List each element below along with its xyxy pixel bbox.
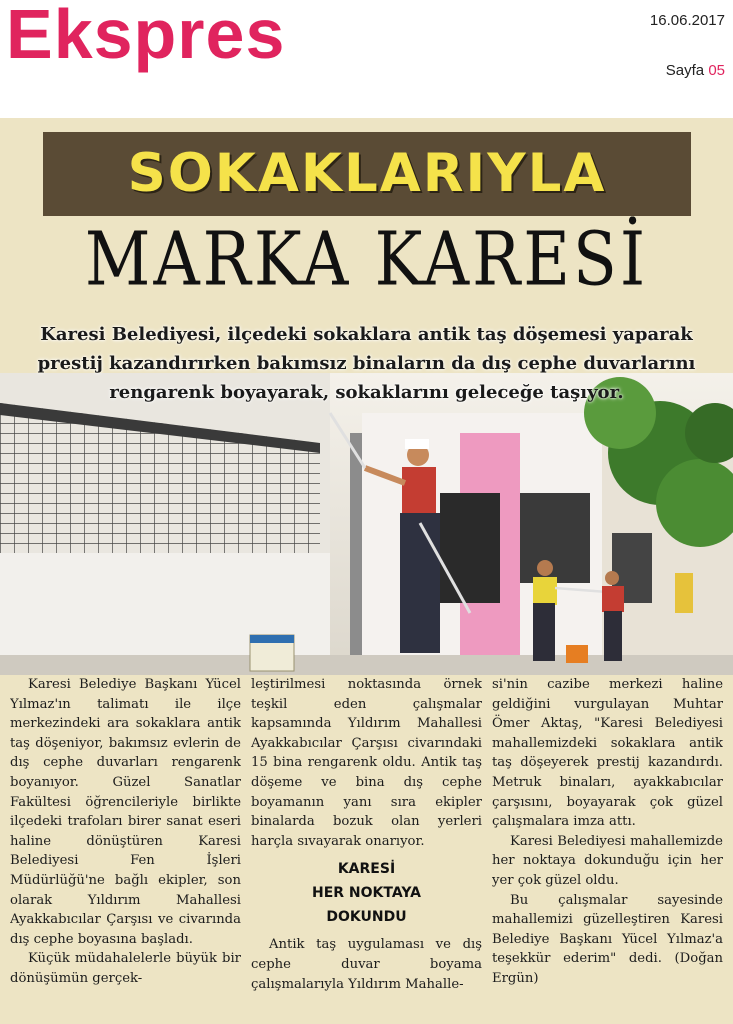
column-1 — [10, 675, 241, 1020]
page-number: 05 — [708, 62, 725, 79]
subheading-line: KARESİ — [337, 861, 396, 878]
kicker-title: SOKAKLARIYLA — [127, 143, 607, 204]
paragraph: Bu çalışmalar sayesinde mahallemizi güzelleştiren Karesi Belediye Başkanı Yücel Yılmaz'a teşekkür ederim" dedi. (Doğan Ergün) — [492, 892, 723, 986]
column-3 — [492, 675, 723, 1020]
paragraph: Karesi Belediye Başkanı Yücel Yılmaz'ın talimatı ile ilçe merkezindeki ara sokaklara antik taş döşeniyor, bakımsız evlerin de dış cephe duvarları rengarenk boyanıyor. Güzel Sanatlar Fakültesi öğrencileriyle birlikte ilçedeki trafoları birer sanat eseri haline dönüştüren Karesi Belediyesi Fen İşleri Müdürlüğü'ne bağlı ekipler, son olarak Yıldırım Mahallesi Ayakkabıcılar Çarşısı ve civarında dış cephe boyasına başladı. — [10, 677, 241, 947]
subheading — [251, 857, 482, 929]
painters-photo-illustration — [0, 373, 733, 675]
masthead — [0, 0, 733, 118]
article-clipping — [0, 118, 733, 1024]
spot-line: prestij kazandırırken bakımsız binaların da dış cephe duvarlarını — [37, 353, 696, 374]
newspaper-logo: Ekspres — [6, 0, 286, 73]
article-body — [10, 675, 723, 1020]
paragraph: leştirilmesi noktasında örnek teşkil eden çalışmalar kapsamında Yıldırım Mahallesi Ayakkabıcılar Çarşısı civarındaki 15 bina rengarenk oldu. Antik taş döşeme ve bina dış cephe boyamanın yanı sıra ekipler binalarda bozuk olan yerleri harçla sıvayarak onarıyor. — [251, 677, 482, 849]
headline: MARKA KARESİ — [84, 218, 649, 304]
paragraph: Küçük müdahalelerle büyük bir dönüşümün gerçek- — [10, 951, 241, 986]
page-label: Sayfa — [665, 62, 705, 79]
spot-line: rengarenk boyayarak, sokaklarını geleceğe taşıyor. — [109, 382, 624, 403]
article-spot — [0, 320, 733, 407]
subheading-line: HER NOKTAYA — [312, 885, 421, 902]
publication-date: 16.06.2017 — [649, 12, 725, 29]
article-photo — [0, 373, 733, 675]
kicker-banner — [43, 132, 691, 216]
page-indicator — [666, 62, 725, 79]
column-2 — [251, 675, 482, 1020]
paragraph: Karesi Belediyesi mahallemizde her noktaya dokunduğu için her yer çok güzel oldu. — [492, 833, 723, 888]
subheading-line: DOKUNDU — [326, 909, 407, 926]
paragraph: si'nin cazibe merkezi haline geldiğini vurgulayan Muhtar Ömer Aktaş, "Karesi Belediyesi mahallemizdeki sokaklara antik taş döşeyerek prestij kazandırdı. Metruk binaları, ayakkabıcılar çarşısını, boyayarak çok güzel çalışmalara imza attı. — [492, 677, 723, 830]
paragraph: Antik taş uygulaması ve dış cephe duvar boyama çalışmalarıyla Yıldırım Mahalle- — [251, 937, 482, 992]
spot-line: Karesi Belediyesi, ilçedeki sokaklara antik taş döşemesi yaparak — [40, 324, 693, 345]
